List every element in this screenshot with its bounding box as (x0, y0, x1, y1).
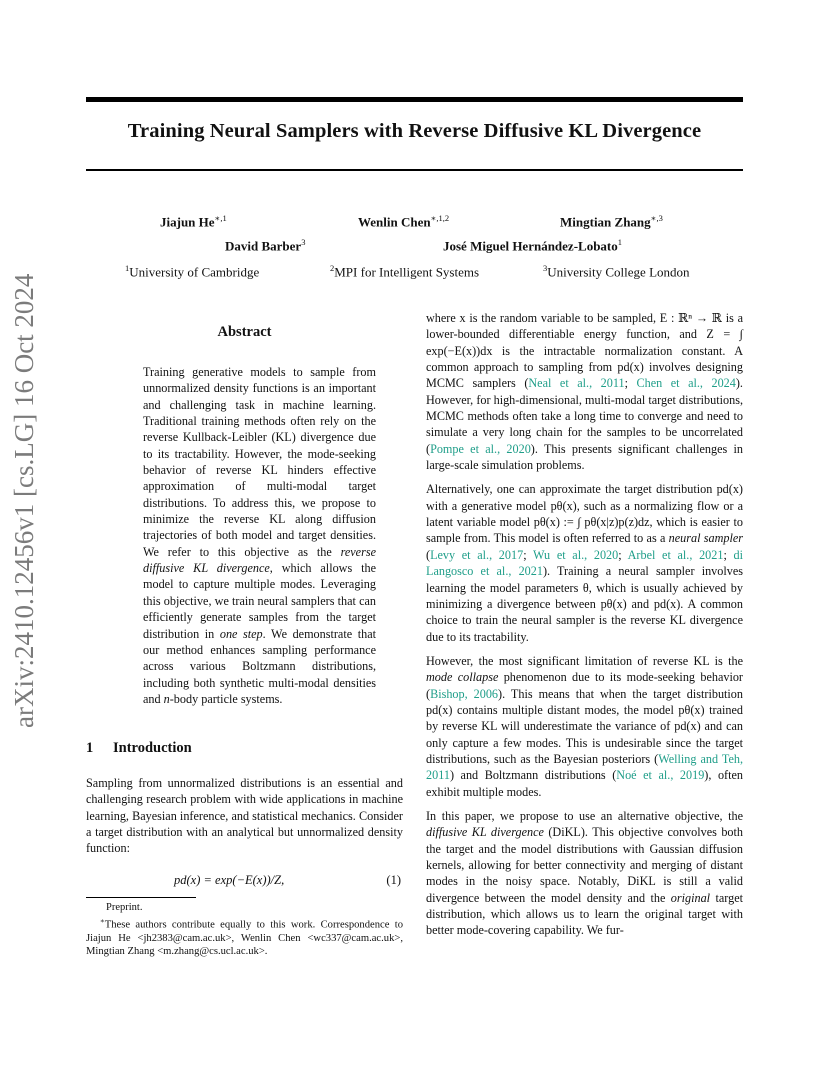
affiliation-mpi: $^2$MPI for Intelligent Systems (330, 263, 480, 280)
section-heading-introduction: 1 Introduction (86, 740, 192, 756)
footnote-rule (86, 897, 196, 898)
citation-chen-2024[interactable]: Chen et al., 2024 (636, 376, 736, 391)
author-jose-miguel-hernandez-lobato: José Miguel Hernández-Lobato$^1$ (443, 237, 623, 254)
equation-1 (86, 873, 403, 891)
affiliation-cambridge: $^1$University of Cambridge (125, 263, 260, 280)
paper-title: Training Neural Samplers with Reverse Diffusive KL Divergence (127, 120, 702, 142)
citation-neal-2011[interactable]: Neal et al., 2011 (528, 376, 625, 391)
footnote-correspondence: ∗These authors contribute equally to this work. Correspondence to Jiajun He <jh2383@cam.ac.uk>, Wenlin Chen <wc337@cam.ac.uk>, Mingtian Zhang <m.zhang@cs.ucl.ac.uk>. (86, 917, 403, 957)
paragraph-neural-sampler: Alternatively, one can approximate the target distribution pd(x) with a generative model pθ(x), such as a normalizing flow or a latent variable model pθ(x) := ∫ pθ(x|z)p(z)dz, which is easier to sample from. This model is often referred to as a neural sampler (Levy et al., 2017; Wu et al., 2020; Arbel et al., 2021; di Langosco et al., 2021). Training a neural sampler involves learning the model parameters θ, which is usually achieved by minimizing a divergence between pθ(x) and pd(x). A common choice to train the neural sampler is the reverse KL divergence due to its tractability. (426, 482, 744, 644)
citation-noe-2019[interactable]: Noé et al., 2019 (616, 768, 705, 783)
citation-pompe-2020[interactable]: Pompe et al., 2020 (430, 441, 531, 456)
arxiv-identifier[interactable]: arXiv:2410.12456v1 [cs.LG] 16 Oct 2024 (9, 273, 39, 728)
paragraph-mode-collapse: However, the most significant limitation of reverse KL is the mode collapse phenomenon due to its mode-seeking behavior (Bishop, 2006). This means that when the target distribution pd(x) contains multiple distant modes, the model pθ(x) trained by reverse KL will underestimate the variance of pd(x) and can only capture a few modes. This is undesirable since the target distributions, such as the Bayesian posteriors (Welling and Teh, 2011) and Boltzmann distributions (Noé et al., 2019), often exhibit multiple modes. (426, 653, 743, 799)
right-column (426, 310, 743, 947)
affiliation-ucl: $^3$University College London (543, 263, 690, 280)
citation-levy-2017[interactable]: Levy et al., 2017 (430, 547, 524, 562)
author-wenlin-chen: Wenlin Chen$^{∗,1,2}$ (358, 213, 450, 230)
abstract-heading: Abstract (217, 324, 272, 340)
author-jiajun-he: Jiajun $He^{∗,1}$ (160, 213, 227, 230)
citation-wu-2020[interactable]: Wu et al., 2020 (533, 547, 619, 562)
abstract-text: Training generative models to sample from unnormalized density functions is an important and challenging task in machine learning. Traditional training methods often rely on the reverse Kullback-Leibler (KL) divergence due to its tractability. However, the mode-seeking behavior of reverse KL hinders effective approximation of multi-modal target distributions. To address this, we propose to minimize the reverse KL along diffusion trajectories of both model and target densities. We refer to this objective as the reverse diffusive KL divergence, which allows the model to capture multiple modes. Leveraging this objective, we train neural samplers that can efficiently generate samples from the target distribution in one step. We demonstrate that our method enhances sampling performance across various Boltzmann distributions, including both synthetic multi-modal densities and n-body particle systems. (143, 365, 376, 706)
author-mingtian-zhang: Mingtian Zhang$^{∗,3}$ (560, 213, 663, 230)
citation-welling-teh-2011[interactable]: Welling and Teh, 2011 (426, 751, 743, 783)
citation-arbel-2021[interactable]: Arbel et al., 2021 (627, 547, 724, 562)
equation-body: pd(x) = exp(−E(x))/Z, (174, 873, 285, 887)
equation-number: (1) (386, 873, 401, 887)
title-rule-top (86, 97, 743, 102)
author-david-barber: David Barber$^3$ (225, 237, 306, 254)
citation-bishop-2006[interactable]: Bishop, 2006 (430, 686, 499, 701)
paragraph-dikl-proposal: In this paper, we propose to use an alternative objective, the diffusive KL divergence (DiKL). This objective convolves both the target and the model distributions with Gaussian diffusion kernels, allowing for better connectivity and merging of distant modes in the noisy space. Notably, DiKL is still a valid divergence between the model density and the original target distribution, which allows us to learn the original target with better mode-covering capability. We fur- (426, 808, 743, 938)
preprint-note: Preprint. (106, 902, 143, 913)
title-rule-bottom (86, 169, 743, 171)
paragraph-energy-function: where x is the random variable to be sampled, E : ℝⁿ → ℝ is a lower-bounded differentiable energy function, and Z = ∫ exp(−E(x))dx is the intractable normalization constant. A common approach to sampling from pd(x) involves designing MCMC samplers (Neal et al., 2011; Chen et al., 2024). However, for high-dimensional, multi-modal target distributions, MCMC methods often take a long time to converge and need to simulate a very long chain for the samples to be uncorrelated (Pompe et al., 2020). This presents significant challenges in large-scale simulation problems. (426, 311, 743, 473)
intro-paragraph: Sampling from unnormalized distributions is an essential and challenging research problem with wide applications in machine learning, Bayesian inference, and statistical mechanics. Consider a target distribution with an analytical but unnormalized density function: (86, 776, 403, 856)
citation-di-langosco-2021[interactable]: di Langosco et al., 2021 (426, 547, 744, 579)
